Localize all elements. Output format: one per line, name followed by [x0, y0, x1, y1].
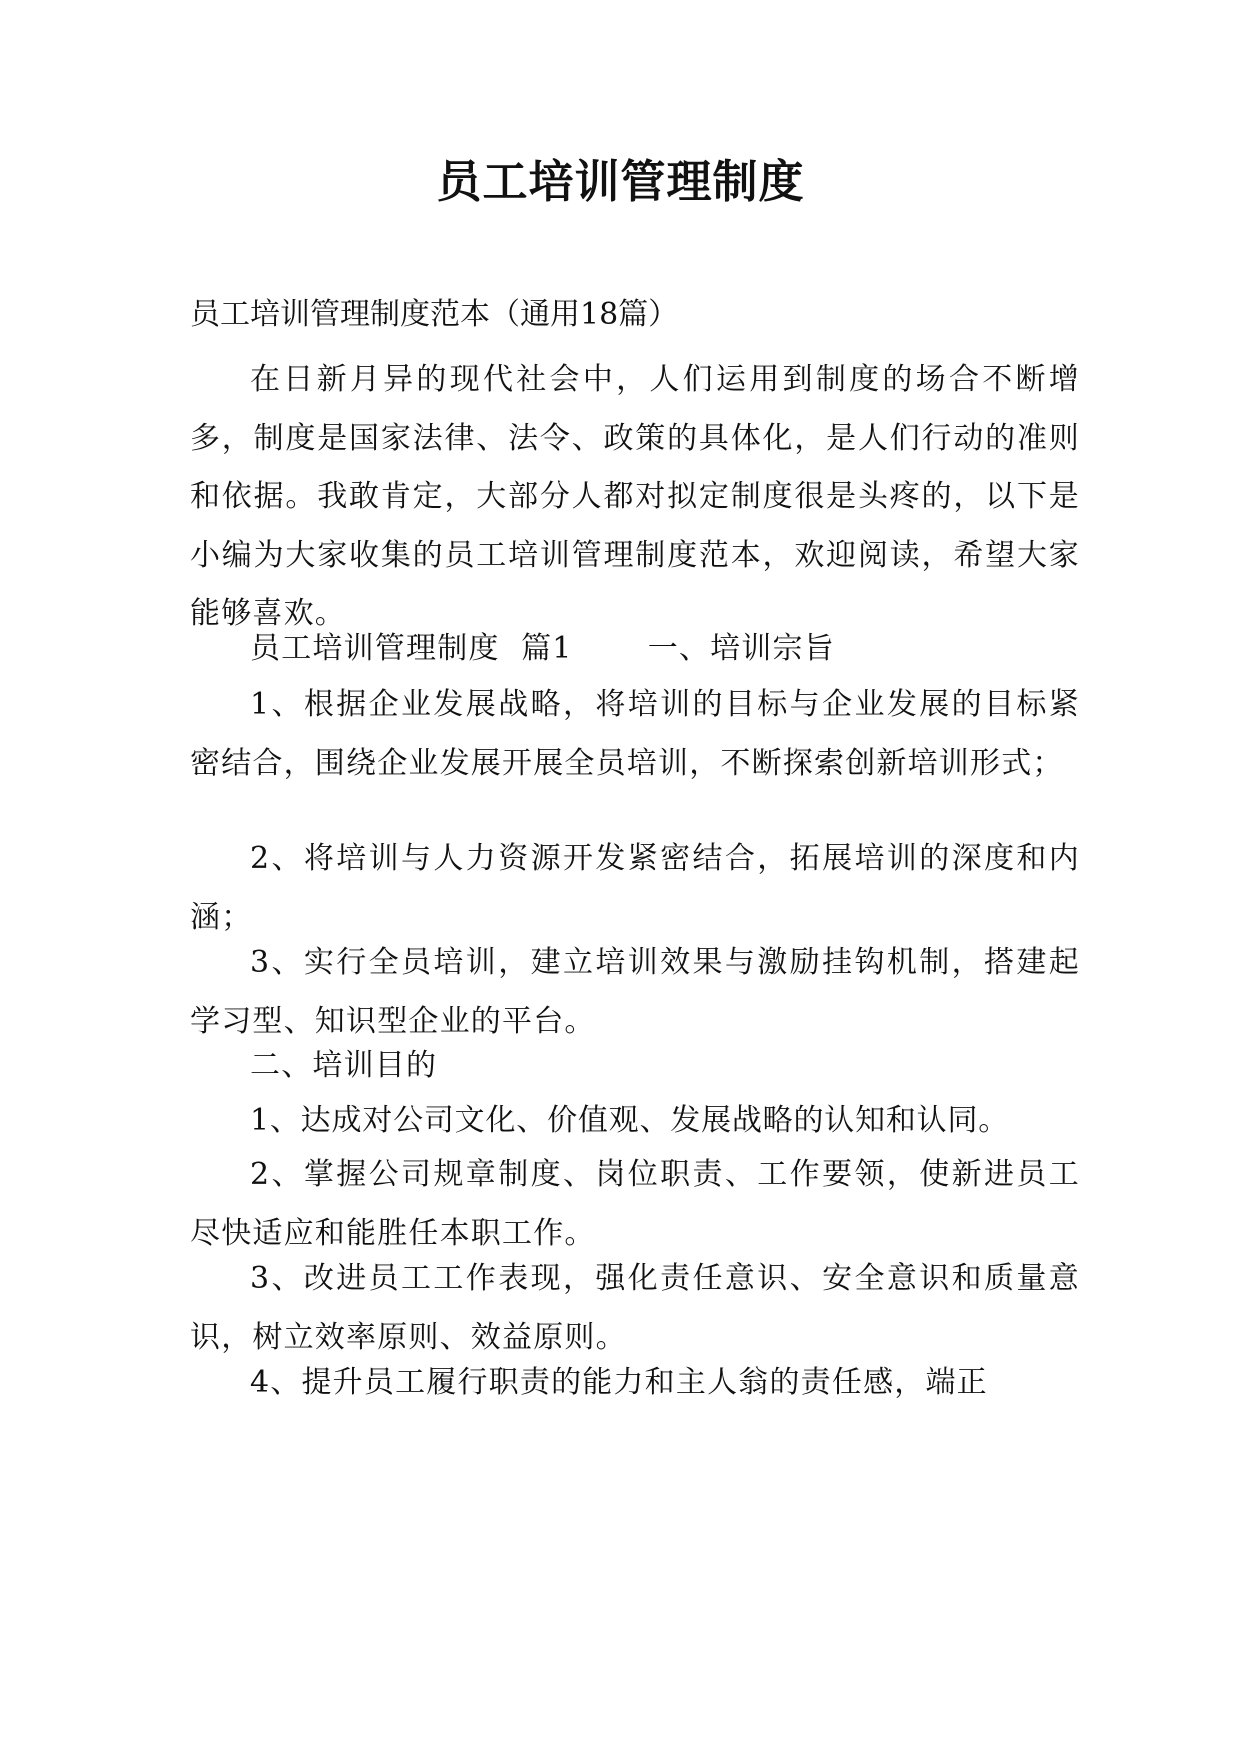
section-1-heading: 员工培训管理制度 篇1 一、培训宗旨	[250, 631, 835, 666]
goal-item-4: 4、提升员工履行职责的能力和主人翁的责任感，端正	[250, 1365, 988, 1400]
purpose-item-1: 1、根据企业发展战略，将培训的目标与企业发展的目标紧密结合，围绕企业发展开展全员培训，不断探索创新培训形式；	[190, 687, 1080, 781]
goal-item-2: 2、掌握公司规章制度、岗位职责、工作要领，使新进员工尽快适应和能胜任本职工作。	[190, 1157, 1080, 1251]
section-2-heading: 二、培训目的	[250, 1048, 438, 1083]
goal-item-1: 1、达成对公司文化、价值观、发展战略的认知和认同。	[250, 1103, 1010, 1138]
document-title: 员工培训管理制度	[436, 155, 805, 208]
intro-paragraph: 在日新月异的现代社会中，人们运用到制度的场合不断增多，制度是国家法律、法令、政策的具体化，是人们行动的准则和依据。我敢肯定，大部分人都对拟定制度很是头疼的，以下是小编为大家收集的员工培训管理制度范本，欢迎阅读，希望大家能够喜欢。	[190, 362, 1080, 631]
goal-item-3: 3、改进员工工作表现，强化责任意识、安全意识和质量意识，树立效率原则、效益原则。	[190, 1261, 1080, 1355]
document-subtitle: 员工培训管理制度范本（通用18篇）	[190, 297, 679, 332]
purpose-item-2: 2、将培训与人力资源开发紧密结合，拓展培训的深度和内涵；	[190, 841, 1080, 935]
purpose-item-3: 3、实行全员培训，建立培训效果与激励挂钩机制，搭建起学习型、知识型企业的平台。	[190, 945, 1080, 1039]
